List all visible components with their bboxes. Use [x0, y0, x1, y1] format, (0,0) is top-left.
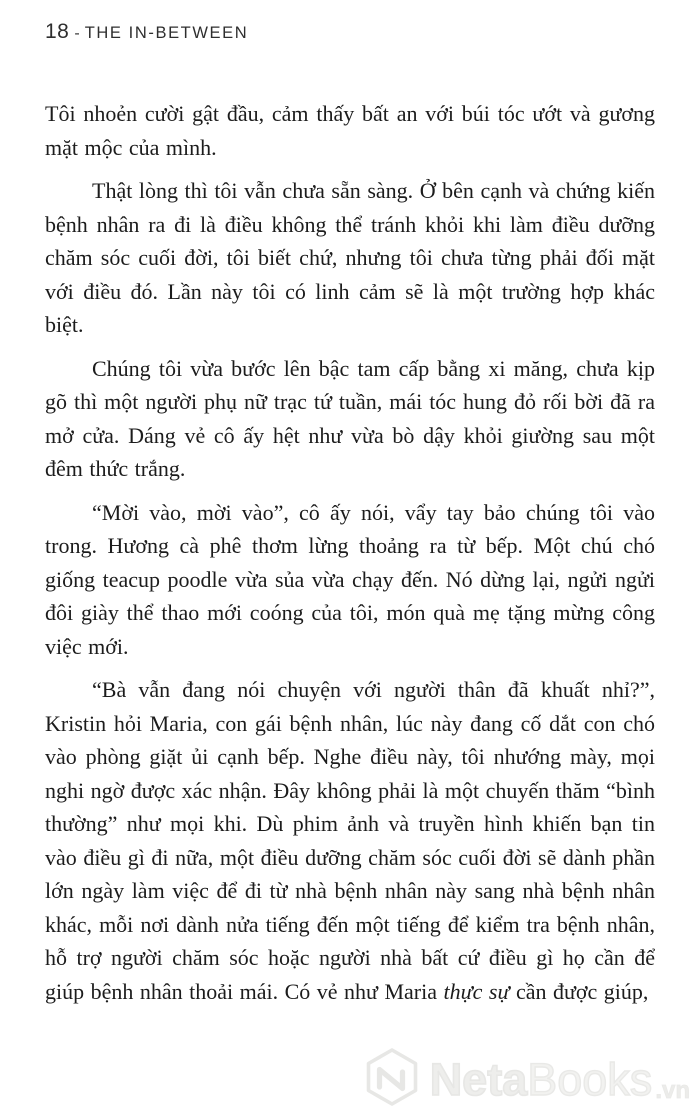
- watermark-brand-main: Neta: [429, 1053, 528, 1105]
- body-paragraph: Chúng tôi vừa bước lên bậc tam cấp bằng xi măng, chưa kịp gõ thì một người phụ nữ trạc tứ tuần, mái tóc hung đỏ rối bời đã ra mở cửa. Dáng vẻ cô ấy hệt như vừa bò dậy khỏi giường sau một đêm thức trắng.: [45, 355, 655, 481]
- header-separator: -: [74, 25, 80, 42]
- netabooks-hexagon-n-icon: [364, 1047, 420, 1112]
- body-paragraph: “Bà vẫn đang nói chuyện với người thân đã khuất nhỉ?”, Kristin hỏi Maria, con gái bệnh nhân, lúc này đang cố dắt con chó vào phòng giặt ủi cạnh bếp. Nghe điều này, tôi nhướng mày, mọi nghi ngờ được xác nhận. Đây không phải là một chuyến thăm “bình thường” như mọi khi. Dù phim ảnh và truyền hình khiến bạn tin vào điều gì đi nữa, một điều dưỡng chăm sóc cuối đời sẽ dành phần lớn ngày làm việc để đi từ nhà bệnh nhân này sang nhà bệnh nhân khác, mỗi nơi dành nửa tiếng đến một tiếng để kiểm tra bệnh nhân, hỗ trợ người chăm sóc hoặc người nhà bất cứ điều gì họ cần để giúp bệnh nhân thoải mái. Có vẻ như Maria thực sự cần được giúp,: [45, 677, 655, 1004]
- body-paragraph: Tôi nhoẻn cười gật đầu, cảm thấy bất an với búi tóc ướt và gương mặt mộc của mình.: [45, 101, 655, 160]
- body-paragraph: Thật lòng thì tôi vẫn chưa sẵn sàng. Ở bên cạnh và chứng kiến bệnh nhân ra đi là điều không thể tránh khỏi khi làm điều dưỡng chăm sóc cuối đời, tôi biết chứ, nhưng tôi chưa từng phải đối mặt với điều đó. Lần này tôi có linh cảm sẽ là một trường hợp khác biệt.: [45, 178, 655, 337]
- netabooks-watermark: [364, 1047, 690, 1112]
- book-title: THE IN-BETWEEN: [84, 24, 249, 42]
- running-header: [45, 20, 248, 44]
- body-paragraph: “Mời vào, mời vào”, cô ấy nói, vẩy tay bảo chúng tôi vào trong. Hương cà phê thơm lừng thoảng ra từ bếp. Một chú chó giống teacup poodle vừa sủa vừa chạy đến. Nó dừng lại, ngửi ngửi đôi giày thể thao mới coóng của tôi, món quà mẹ tặng mừng công việc mới.: [45, 499, 655, 659]
- watermark-brand-secondary: Books: [527, 1053, 653, 1105]
- watermark-domain-suffix: .vn: [655, 1077, 690, 1104]
- page-body: [45, 97, 655, 1018]
- page-number: 18: [45, 20, 70, 43]
